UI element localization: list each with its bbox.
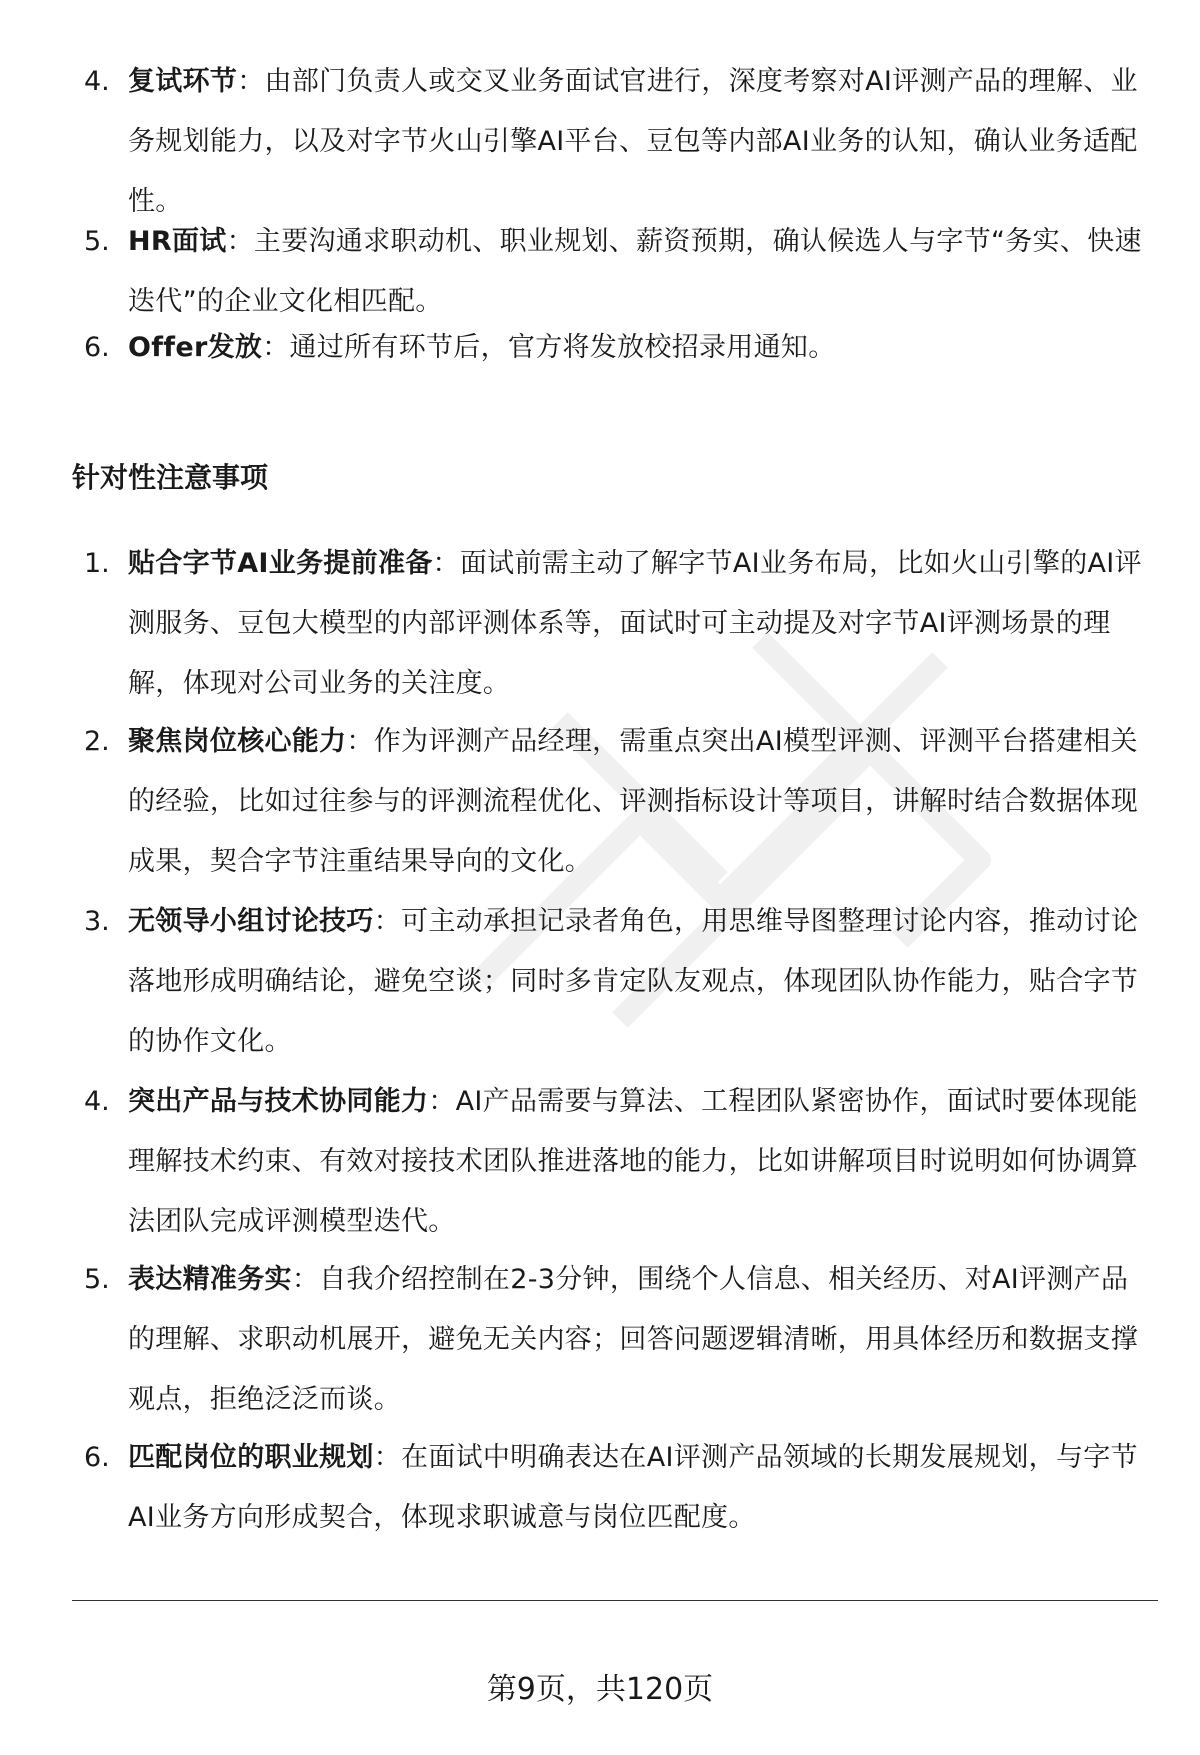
item-title: 突出产品与技术协同能力 <box>128 1086 429 1117</box>
item-text <box>128 534 1144 714</box>
list-item <box>0 52 1200 232</box>
item-separator: ： <box>373 1442 402 1473</box>
list-item <box>0 212 1200 332</box>
item-separator: ： <box>346 726 374 757</box>
item-title: 表达精准务实 <box>128 1264 292 1295</box>
item-body: 主要沟通求职动机、职业规划、薪资预期，确认候选人与字节“务实、快速迭代”的企业文化相匹配。 <box>128 226 1142 317</box>
item-title: 无领导小组讨论技巧 <box>128 906 374 937</box>
item-title: HR面试 <box>128 226 227 257</box>
item-number: 6. <box>84 332 110 363</box>
list-item <box>0 534 1200 714</box>
footer-divider <box>72 1600 1158 1601</box>
item-number: 4. <box>84 66 110 97</box>
item-separator: ： <box>432 548 460 579</box>
list-item <box>0 1428 1200 1548</box>
list-item <box>0 892 1200 1072</box>
item-separator: ： <box>291 1264 320 1295</box>
item-number: 3. <box>84 906 110 937</box>
item-title: 聚焦岗位核心能力 <box>128 726 347 757</box>
item-body: 作为评测产品经理，需重点突出AI模型评测、评测平台搭建相关的经验，比如过往参与的评测流程优化、评测指标设计等项目，讲解时结合数据体现成果，契合字节注重结果导向的文化。 <box>128 726 1139 877</box>
item-body: 面试前需主动了解字节AI业务布局，比如火山引擎的AI评测服务、豆包大模型的内部评测体系等，面试时可主动提及对字节AI评测场景的理解，体现对公司业务的关注度。 <box>128 548 1142 699</box>
item-text <box>128 318 1144 378</box>
item-body: 由部门负责人或交叉业务面试官进行，深度考察对AI评测产品的理解、业务规划能力，以及对字节火山引擎AI平台、豆包等内部AI业务的认知，确认业务适配性。 <box>128 66 1138 217</box>
item-separator: ： <box>373 906 402 937</box>
item-title: 匹配岗位的职业规划 <box>128 1442 374 1473</box>
item-number: 5. <box>84 1264 110 1295</box>
item-text <box>128 52 1144 232</box>
item-title: 贴合字节AI业务提前准备 <box>128 548 433 579</box>
item-body: AI产品需要与算法、工程团队紧密协作，面试时要体现能理解技术约束、有效对接技术团队推进落地的能力，比如讲解项目时说明如何协调算法团队完成评测模型迭代。 <box>128 1086 1139 1237</box>
item-text <box>128 892 1144 1072</box>
item-title: 复试环节 <box>128 66 238 97</box>
item-title: Offer发放 <box>128 332 263 363</box>
item-separator: ： <box>226 226 254 257</box>
list-item <box>0 1072 1200 1252</box>
page-number: 第9页，共120页 <box>486 1672 714 1707</box>
item-separator: ： <box>428 1086 456 1117</box>
item-text <box>128 1072 1144 1252</box>
list-item <box>0 1250 1200 1430</box>
item-separator: ： <box>262 332 290 363</box>
item-body: 通过所有环节后，官方将发放校招录用通知。 <box>289 332 836 363</box>
list-item <box>0 712 1200 892</box>
item-text <box>128 212 1144 332</box>
item-body: 在面试中明确表达在AI评测产品领域的长期发展规划，与字节AI业务方向形成契合，体现求职诚意与岗位匹配度。 <box>128 1442 1138 1533</box>
item-text <box>128 712 1144 892</box>
item-separator: ： <box>237 66 265 97</box>
item-number: 2. <box>84 726 110 757</box>
item-text <box>128 1250 1144 1430</box>
item-body: 自我介绍控制在2-3分钟，围绕个人信息、相关经历、对AI评测产品的理解、求职动机展开，避免无关内容；回答问题逻辑清晰，用具体经历和数据支撑观点，拒绝泛泛而谈。 <box>128 1264 1139 1415</box>
item-text <box>128 1428 1144 1548</box>
item-number: 5. <box>84 226 110 257</box>
item-number: 1. <box>84 548 110 579</box>
item-number: 4. <box>84 1086 110 1117</box>
section-heading: 针对性注意事项 <box>72 461 269 494</box>
list-item <box>0 318 1200 378</box>
item-body: 可主动承担记录者角色，用思维导图整理讨论内容，推动讨论落地形成明确结论，避免空谈；同时多肯定队友观点，体现团队协作能力，贴合字节的协作文化。 <box>128 906 1139 1057</box>
item-number: 6. <box>84 1442 110 1473</box>
